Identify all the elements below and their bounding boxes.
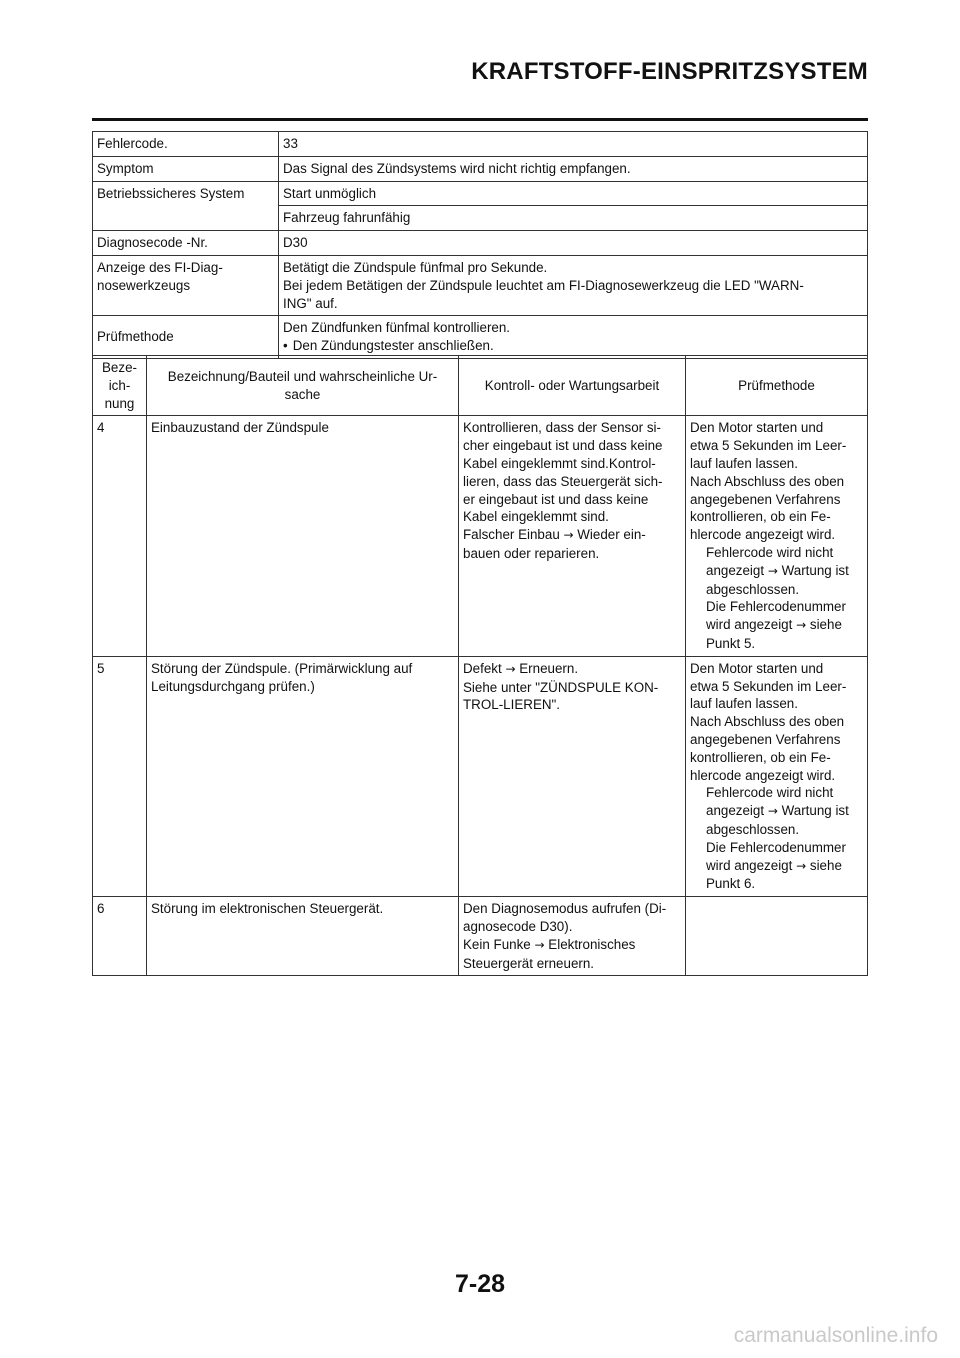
action-text: Wieder ein- (577, 527, 646, 543)
action-line (463, 660, 681, 679)
method-line: Die Fehlercodenummer (706, 599, 846, 615)
method-line: abgeschlossen. (706, 821, 800, 837)
header-line: nung (104, 395, 135, 411)
fehlercode-value: 33 (279, 132, 868, 157)
arrow-icon: → (767, 804, 778, 819)
anzeige-line: Betätigt die Zündspule fünfmal pro Sekunde. (283, 259, 548, 275)
action-line: Kabel eingeklemmt sind.Kontrol- (463, 455, 656, 471)
row-nr: 6 (93, 897, 147, 976)
arrow-icon: → (796, 858, 807, 873)
row-nr: 5 (93, 656, 147, 896)
cause-line: Störung der Zündspule. (Primärwicklung auf (151, 660, 413, 676)
action-line: Kontrollieren, dass der Sensor si- (463, 420, 661, 436)
action-line: lieren, dass das Steuergerät sich- (463, 473, 663, 489)
method-line: lauf laufen lassen. (690, 696, 798, 712)
anzeige-label-line: nosewerkzeugs (97, 277, 191, 293)
cause-line: Leitungsdurchgang prüfen.) (151, 678, 315, 694)
method-line: angegebenen Verfahrens (690, 491, 841, 507)
anzeige-line: ING" auf. (283, 295, 338, 311)
method-line (690, 857, 863, 876)
row-action (459, 656, 686, 896)
anzeige-line: Bei jedem Betätigen der Zündspule leuchtet am FI-Diagnosewerkzeug die LED "WARN- (283, 277, 804, 293)
arrow-icon: → (563, 528, 574, 543)
method-line: Fehlercode wird nicht (706, 785, 834, 801)
method-text: angezeigt (706, 803, 765, 819)
action-line: agnosecode D30). (463, 918, 573, 934)
method-text: wird angezeigt (706, 617, 793, 633)
method-line: hlercode angezeigt wird. (690, 767, 836, 783)
method-text: siehe (809, 857, 842, 873)
header-line: Bezeichnung/Bauteil und wahrscheinliche Ur- (167, 368, 438, 384)
row-cause: Störung im elektronischen Steuergerät. (147, 897, 459, 976)
arrow-icon: → (505, 661, 516, 676)
column-header-method: Prüfmethode (686, 356, 868, 416)
method-line: etwa 5 Sekunden im Leer- (690, 678, 847, 694)
table-row (93, 132, 868, 157)
row-cause: Einbauzustand der Zündspule (147, 416, 459, 656)
method-line: abgeschlossen. (706, 581, 800, 597)
procedure-table (92, 355, 868, 976)
action-text: Defekt (463, 660, 502, 676)
method-line: Fehlercode wird nicht (706, 544, 834, 560)
table-header-row (93, 356, 868, 416)
header-line: ich- (108, 377, 131, 393)
method-line: kontrollieren, ob ein Fe- (690, 509, 831, 525)
method-text: angezeigt (706, 562, 765, 578)
column-header-nr (93, 356, 147, 416)
arrow-icon: → (767, 563, 778, 578)
action-line: Siehe unter "ZÜNDSPULE KON- (463, 679, 659, 695)
page-number: 7-28 (454, 1270, 506, 1298)
fail-safe-value-2: Fahrzeug fahrunfähig (279, 206, 868, 231)
action-line: Kabel eingeklemmt sind. (463, 509, 609, 525)
fail-safe-label: Betriebssicheres System (93, 181, 279, 231)
method-line: kontrollieren, ob ein Fe- (690, 749, 831, 765)
arrow-icon: → (534, 937, 545, 952)
method-line (690, 562, 863, 581)
anzeige-value (279, 255, 868, 315)
table-row (93, 156, 868, 181)
anzeige-label-line: Anzeige des FI-Diag- (97, 259, 223, 275)
fail-safe-value-1: Start unmöglich (279, 181, 868, 206)
method-line: Die Fehlercodenummer (706, 839, 846, 855)
method-text: siehe (809, 617, 842, 633)
anzeige-label (93, 255, 279, 315)
action-text: Kein Funke (463, 936, 531, 952)
method-line: Nach Abschluss des oben (690, 714, 845, 730)
method-text: Wartung ist (781, 562, 849, 578)
method-line: Punkt 5. (706, 635, 756, 651)
action-text: Falscher Einbau (463, 527, 560, 543)
method-text: Wartung ist (781, 803, 849, 819)
page-title: KRAFTSTOFF-EINSPRITZSYSTEM (471, 58, 868, 85)
pruef-line: Den Zündfunken fünfmal kontrollieren. (283, 320, 511, 336)
table-row (93, 656, 868, 896)
action-line (463, 526, 681, 545)
method-line: etwa 5 Sekunden im Leer- (690, 438, 847, 454)
table-row (93, 316, 868, 359)
method-line (690, 802, 863, 821)
pruef-label: Prüfmethode (93, 316, 279, 359)
header-line: Beze- (102, 360, 137, 375)
method-line: Nach Abschluss des oben (690, 473, 845, 489)
table-row (93, 416, 868, 656)
action-line: bauen oder reparieren. (463, 545, 600, 561)
row-nr: 4 (93, 416, 147, 656)
method-line (690, 616, 863, 635)
method-line: Den Motor starten und (690, 420, 824, 436)
symptom-value: Das Signal des Zündsystems wird nicht richtig empfangen. (279, 156, 868, 181)
pruef-bullet: • Den Zündungstester anschließen. (283, 337, 863, 355)
header-line: sache (284, 386, 321, 402)
row-method (686, 897, 868, 976)
action-text: Erneuern. (519, 660, 579, 676)
table-row (93, 897, 868, 976)
column-header-cause (147, 356, 459, 416)
method-line: Punkt 6. (706, 876, 756, 892)
action-line: Steuergerät erneuern. (463, 955, 595, 971)
column-header-action: Kontroll- oder Wartungsarbeit (459, 356, 686, 416)
info-table (92, 131, 868, 359)
diag-code-label: Diagnosecode -Nr. (93, 231, 279, 256)
fehlercode-label: Fehlercode. (93, 132, 279, 157)
method-line: hlercode angezeigt wird. (690, 527, 836, 543)
method-line: lauf laufen lassen. (690, 455, 798, 471)
table-row (93, 231, 868, 256)
action-text: Elektronisches (548, 936, 636, 952)
row-cause (147, 656, 459, 896)
action-line: Den Diagnosemodus aufrufen (Di- (463, 901, 667, 917)
method-line: angegebenen Verfahrens (690, 731, 841, 747)
table-row (93, 255, 868, 315)
row-action (459, 897, 686, 976)
pruef-value (279, 316, 868, 359)
action-line (463, 936, 681, 955)
row-method (686, 656, 868, 896)
method-text: wird angezeigt (706, 857, 793, 873)
action-line: er eingebaut ist und dass keine (463, 491, 649, 507)
method-line: Den Motor starten und (690, 660, 824, 676)
arrow-icon: → (796, 618, 807, 633)
table-row (93, 181, 868, 206)
symptom-label: Symptom (93, 156, 279, 181)
row-action (459, 416, 686, 656)
header-rule (92, 118, 868, 121)
row-method (686, 416, 868, 656)
action-line: TROL-LIEREN". (463, 697, 561, 713)
diag-code-value: D30 (279, 231, 868, 256)
action-line: cher eingebaut ist und dass keine (463, 438, 663, 454)
watermark: carmanualsonline.info (733, 1324, 938, 1347)
